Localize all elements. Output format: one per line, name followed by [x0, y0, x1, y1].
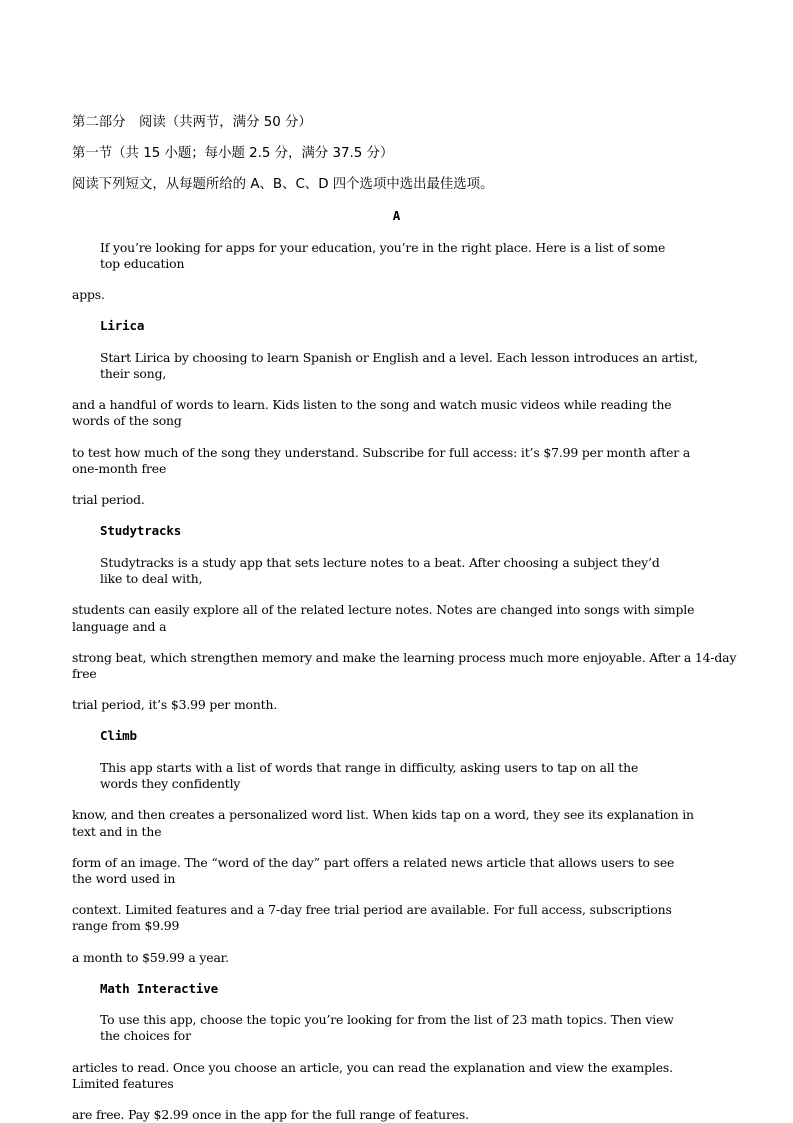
body-line: To use this app, choose the topic you’re looking for from the list of 23 math topics. Then view — [100, 1012, 674, 1027]
body-line: the word used in — [72, 871, 176, 886]
part-heading: 第二部分 阅读（共两节，满分 50 分） — [72, 115, 312, 130]
body-line: form of an image. The “word of the day” part offers a related news article that allows users to see — [72, 855, 675, 870]
body-line: are free. Pay $2.99 once in the app for the full range of features. — [72, 1107, 469, 1122]
body-line: strong beat, which strengthen memory and make the learning process much more enjoyable. After a 14-day — [72, 650, 737, 665]
body-line: Limited features — [72, 1076, 174, 1091]
body-line: articles to read. Once you choose an article, you can read the explanation and view the examples. — [72, 1060, 673, 1075]
body-line: words of the song — [72, 413, 182, 428]
body-line: their song, — [100, 366, 167, 381]
body-line: students can easily explore all of the related lecture notes. Notes are changed into songs with simple — [72, 602, 695, 617]
body-line: trial period, it’s $3.99 per month. — [72, 697, 278, 712]
section-heading: 第一节（共 15 小题；每小题 2.5 分，满分 37.5 分） — [72, 146, 394, 161]
passage-letter: A — [392, 208, 401, 223]
body-line: This app starts with a list of words that range in difficulty, asking users to tap on all the — [100, 760, 639, 775]
body-line: free — [72, 666, 97, 681]
body-line: trial period. — [72, 492, 145, 507]
body-line: Studytracks is a study app that sets lecture notes to a beat. After choosing a subject they’d — [100, 555, 660, 570]
body-line: the choices for — [100, 1028, 191, 1043]
instruction-text: 阅读下列短文，从每题所给的 A、B、C、D 四个选项中选出最佳选项。 — [72, 177, 494, 192]
app-title-math-interactive: Math Interactive — [100, 981, 219, 996]
body-line: to test how much of the song they understand. Subscribe for full access: it’s $7.99 per month after a — [72, 445, 691, 460]
body-line: text and in the — [72, 824, 162, 839]
intro-line: If you’re looking for apps for your education, you’re in the right place. Here is a list of some — [100, 240, 666, 255]
app-title-studytracks: Studytracks — [100, 523, 182, 538]
body-line: like to deal with, — [100, 571, 203, 586]
intro-line: apps. — [72, 287, 105, 302]
body-line: language and a — [72, 619, 167, 634]
body-line: words they confidently — [100, 776, 241, 791]
body-line: one-month free — [72, 461, 167, 476]
app-title-lirica: Lirica — [100, 318, 145, 333]
body-line: know, and then creates a personalized word list. When kids tap on a word, they see its explanation in — [72, 807, 694, 822]
body-line: and a handful of words to learn. Kids listen to the song and watch music videos while reading the — [72, 397, 672, 412]
app-title-climb: Climb — [100, 728, 137, 743]
body-line: Start Lirica by choosing to learn Spanish or English and a level. Each lesson introduces an artist, — [100, 350, 698, 365]
intro-line: top education — [100, 256, 185, 271]
body-line: range from $9.99 — [72, 918, 180, 933]
body-line: context. Limited features and a 7-day free trial period are available. For full access, subscriptions — [72, 902, 672, 917]
body-line: a month to $59.99 a year. — [72, 950, 229, 965]
